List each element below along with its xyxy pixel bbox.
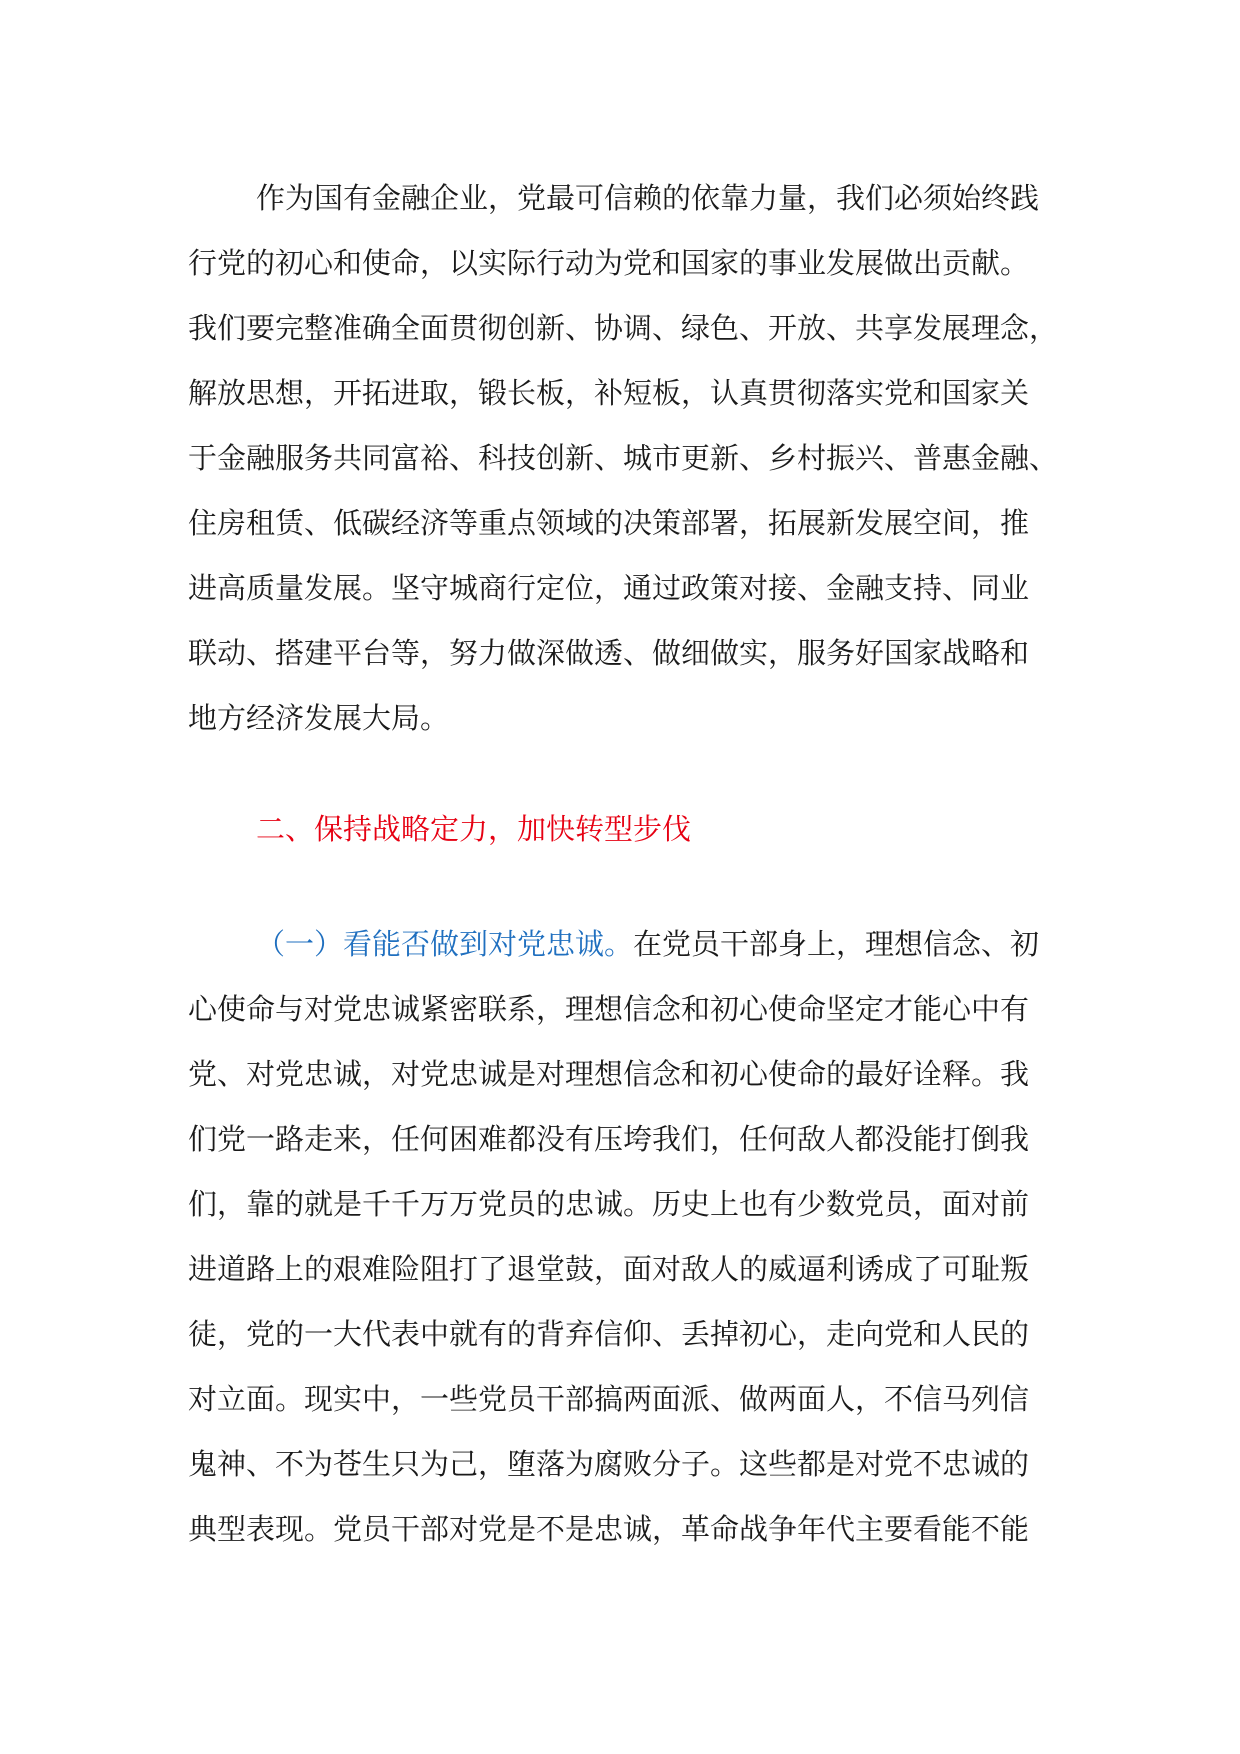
paragraph-line: 鬼神、不为苍生只为己，堕落为腐败分子。这些都是对党不忠诚的 <box>188 1447 1030 1481</box>
paragraph-line: 地方经济发展大局。 <box>188 701 450 735</box>
paragraph-line: 进高质量发展。坚守城商行定位，通过政策对接、金融支持、同业 <box>188 571 1030 605</box>
paragraph-2 <box>188 912 1068 1562</box>
paragraph-1 <box>188 166 1068 751</box>
paragraph-line: 我们要完整准确全面贯彻创新、协调、绿色、开放、共享发展理念， <box>188 311 1059 345</box>
paragraph-line: 徒，党的一大代表中就有的背弃信仰、丢掉初心，走向党和人民的 <box>188 1317 1030 1351</box>
section-heading-block <box>188 797 1068 862</box>
paragraph-line: 联动、搭建平台等，努力做深做透、做细做实，服务好国家战略和 <box>188 636 1030 670</box>
paragraph-line: 解放思想，开拓进取，锻长板，补短板，认真贯彻落实党和国家关 <box>188 376 1030 410</box>
paragraph-line: 作为国有金融企业，党最可信赖的依靠力量，我们必须始终践 <box>256 181 1040 215</box>
paragraph-line: 党、对党忠诚，对党忠诚是对理想信念和初心使命的最好诠释。我 <box>188 1057 1030 1091</box>
subheading: （一）看能否做到对党忠诚。 <box>256 927 634 961</box>
paragraph-line: 们，靠的就是千千万万党员的忠诚。历史上也有少数党员，面对前 <box>188 1187 1030 1221</box>
paragraph-line: 住房租赁、低碳经济等重点领域的决策部署，拓展新发展空间，推 <box>188 506 1030 540</box>
paragraph-line: 于金融服务共同富裕、科技创新、城市更新、乡村振兴、普惠金融、 <box>188 441 1059 475</box>
paragraph-line: 们党一路走来，任何困难都没有压垮我们，任何敌人都没能打倒我 <box>188 1122 1030 1156</box>
paragraph-line-rest: 在党员干部身上，理想信念、初 <box>633 927 1040 961</box>
paragraph-line: 心使命与对党忠诚紧密联系，理想信念和初心使命坚定才能心中有 <box>188 992 1030 1026</box>
paragraph-line: 进道路上的艰难险阻打了退堂鼓，面对敌人的威逼利诱成了可耻叛 <box>188 1252 1030 1286</box>
section-heading: 二、保持战略定力，加快转型步伐 <box>256 812 692 846</box>
paragraph-line: 对立面。现实中，一些党员干部搞两面派、做两面人，不信马列信 <box>188 1382 1030 1416</box>
paragraph-line: 行党的初心和使命，以实际行动为党和国家的事业发展做出贡献。 <box>188 246 1030 280</box>
paragraph-first-line <box>188 912 1068 977</box>
paragraph-line: 典型表现。党员干部对党是不是忠诚，革命战争年代主要看能不能 <box>188 1512 1030 1546</box>
